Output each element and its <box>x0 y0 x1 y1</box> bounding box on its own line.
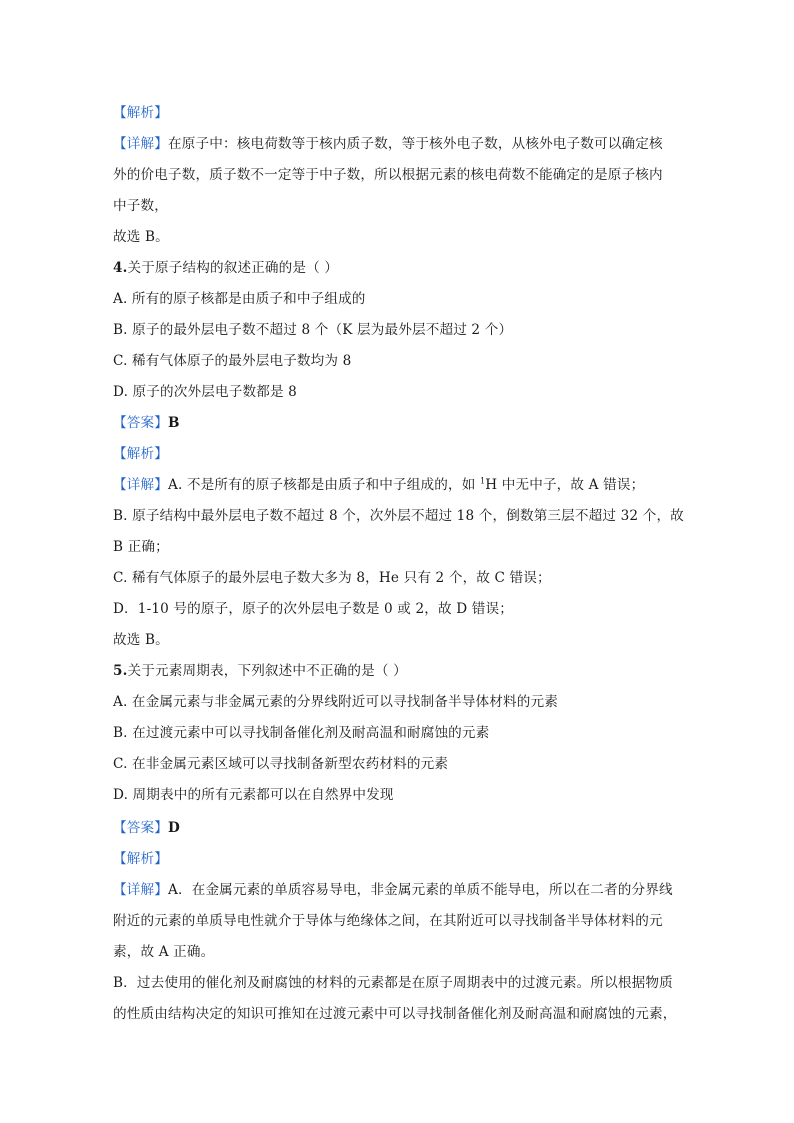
detail-text: B．过去使用的催化剂及耐腐蚀的材料的元素都是在原子周期表中的过渡元素。所以根据物质 <box>113 975 673 991</box>
detail-text: B. 原子结构中最外层电子数不超过 8 个，次外层不超过 18 个，倒数第三层不超过 32 个，故 <box>113 508 684 524</box>
answer-tag: 【答案】 <box>113 820 168 836</box>
detail-paragraph <box>113 475 693 495</box>
question-5-stem <box>113 661 693 681</box>
detail-text: 外的价电子数，质子数不一定等于中子数，所以根据元素的核电荷数不能确定的是原子核内 <box>113 167 663 183</box>
option-d: D. 周期表中的所有元素都可以在自然界中发现 <box>113 787 394 803</box>
detail-text: B 正确； <box>113 539 169 555</box>
option-b: B. 在过渡元素中可以寻找制备催化剂及耐高温和耐腐蚀的元素 <box>113 725 490 741</box>
answer-value: D <box>167 820 180 836</box>
detail-tag: 【详解】 <box>113 136 168 152</box>
detail-text: 中子数， <box>113 198 168 214</box>
detail-text: 的性质由结构决定的知识可推知在过渡元素中可以寻找制备催化剂及耐高温和耐腐蚀的元素， <box>113 1006 677 1022</box>
analysis-tag: 【解析】 <box>113 446 168 462</box>
question-text: 关于元素周期表，下列叙述中不正确的是（ ） <box>127 663 407 679</box>
detail-text: A．在金属元素的单质容易导电，非金属元素的单质不能导电，所以在二者的分界线 <box>167 882 673 898</box>
answer-value: B <box>167 415 180 431</box>
detail-text: D．1-10 号的原子，原子的次外层电子数是 0 或 2，故 D 错误； <box>113 601 514 617</box>
detail-paragraph <box>113 134 693 154</box>
option-a: A. 所有的原子核都是由质子和中子组成的 <box>113 291 366 307</box>
option-c: C. 在非金属元素区域可以寻找制备新型农药材料的元素 <box>113 756 449 772</box>
question-4-stem <box>113 258 693 278</box>
analysis-tag: 【解析】 <box>113 851 168 867</box>
option-a: A. 在金属元素与非金属元素的分界线附近可以寻找制备半导体材料的元素 <box>113 694 558 710</box>
detail-text: 在原子中：核电荷数等于核内质子数，等于核外电子数，从核外电子数可以确定核 <box>167 136 663 152</box>
conclusion-text: 故选 B。 <box>113 229 169 245</box>
detail-text: 附近的元素的单质导电性就介于导体与绝缘体之间，在其附近可以寻找制备半导体材料的元 <box>113 913 663 929</box>
answer-line <box>113 818 693 838</box>
answer-line <box>113 413 693 433</box>
question-text: 关于原子结构的叙述正确的是（ ） <box>127 260 339 276</box>
mass-number-superscript: 1 <box>479 476 486 486</box>
option-d: D. 原子的次外层电子数都是 8 <box>113 384 297 400</box>
detail-tag: 【详解】 <box>113 882 168 898</box>
detail-text: H 中无中子，故 A 错误； <box>485 477 645 493</box>
detail-text: C. 稀有气体原子的最外层电子数大多为 8，He 只有 2 个，故 C 错误； <box>113 570 551 586</box>
conclusion-text: 故选 B。 <box>113 632 169 648</box>
option-b: B. 原子的最外层电子数不超过 8 个（K 层为最外层不超过 2 个） <box>113 322 513 338</box>
analysis-tag: 【解析】 <box>113 105 168 121</box>
detail-tag: 【详解】 <box>113 477 168 493</box>
question-number: 5. <box>113 663 128 679</box>
detail-text: 素，故 A 正确。 <box>113 944 215 960</box>
question-number: 4. <box>113 260 128 276</box>
option-c: C. 稀有气体原子的最外层电子数均为 8 <box>113 353 352 369</box>
detail-text: A. 不是所有的原子核都是由质子和中子组成的，如 <box>167 477 480 493</box>
answer-tag: 【答案】 <box>113 415 168 431</box>
detail-paragraph <box>113 880 693 900</box>
